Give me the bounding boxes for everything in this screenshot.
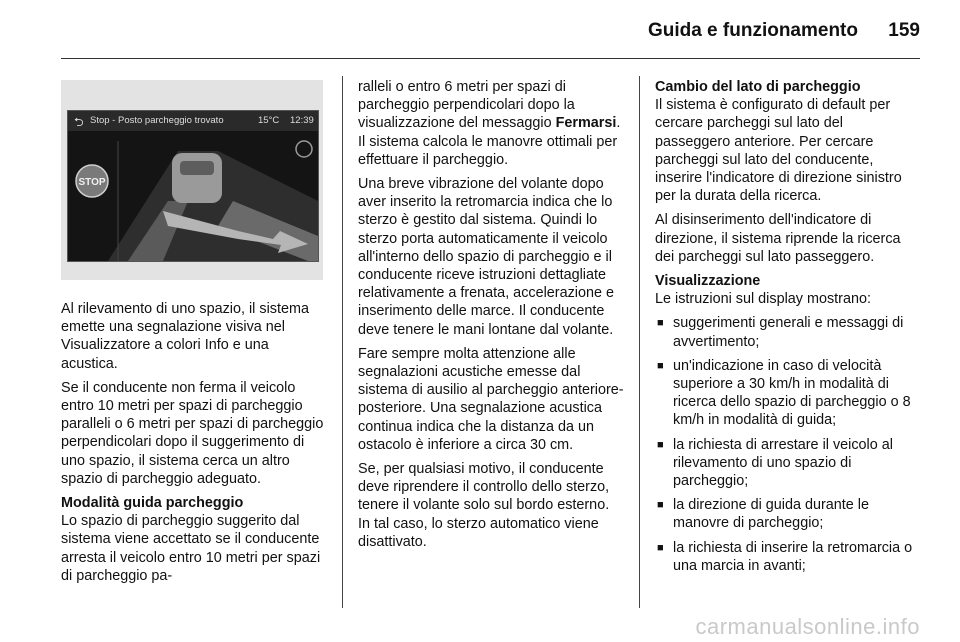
list-item-text: la richiesta di inserire la retromarcia o una marcia in avanti; [673, 539, 913, 574]
page-header [0, 0, 960, 60]
park-assist-figure [61, 80, 323, 280]
subheading-display: Visualizzazione [655, 273, 761, 290]
paragraph-text: . Il sistema calcola le manovre ottimali per effettuare il parcheggio. [358, 115, 621, 168]
text-column-3 [655, 78, 922, 581]
bullet-icon: ■ [657, 317, 664, 330]
text-column-1 [61, 300, 326, 591]
header-rule [61, 58, 920, 59]
list-item [655, 496, 922, 532]
subheading-parking-mode: Modalità guida parcheggio [61, 495, 244, 512]
watermark: carmanualsonline.info [695, 614, 920, 639]
list-item [655, 436, 922, 491]
paragraph: Al rilevamento di uno spazio, il sistema emette una segnalazione visiva nel Visualizzatore a colori Info e una acustica. [61, 301, 309, 372]
display-time: 12:39 [290, 115, 314, 126]
list-item [655, 539, 922, 575]
paragraph: Se il conducente non ferma il veicolo entro 10 metri per spazi di parcheggio paralleli o 6 metri per spazi di parcheggio perpendicolari dopo il suggerimento di uno spazio, il sistema cerca un altro spazio di parcheggio adeguato. [61, 379, 324, 487]
paragraph-text: ralleli o entro 6 metri per spazi di parcheggio perpendicolari dopo la visualizzazione del messaggio [358, 79, 575, 132]
display-status-title: Stop - Posto parcheggio trovato [90, 115, 224, 126]
paragraph: Le istruzioni sul display mostrano: [655, 291, 871, 308]
section-title: Guida e funzionamento [647, 20, 858, 41]
car-window-icon [180, 161, 214, 175]
paragraph [358, 78, 624, 169]
paragraph: Lo spazio di parcheggio suggerito dal sistema viene accettato se il conducente arresta il veicolo entro 10 metri per spazi di parcheggio pa- [61, 513, 321, 584]
page-number: 159 [888, 20, 920, 41]
paragraph: Fare sempre molta attenzione alle segnalazioni acustiche emesse dal sistema di ausilio al parcheggio anteriore-posteriore. Una segnalazione acustica continua indica che la distanza da un ostacolo è inferiore a circa 30 cm. [358, 345, 624, 453]
column-divider-1 [342, 76, 343, 608]
list-item [655, 314, 922, 350]
paragraph: Una breve vibrazione del volante dopo aver inserito la retromarcia indica che lo sterzo è gestito dal sistema. Quindi lo sterzo porta automaticamente il veicolo all'interno dello spazio di parcheggio e il conducente riceve istruzioni dettagliate relativamente a frenata, accelerazione e inserimento delle marce. Il conducente deve tenere le mani lontane dal volante. [358, 176, 614, 338]
column-divider-2 [639, 76, 640, 608]
bullet-icon: ■ [657, 541, 664, 554]
stop-sign-text: STOP [78, 177, 106, 188]
display-status-bar [68, 111, 318, 131]
list-item-text: un'indicazione in caso di velocità superiore a 30 km/h in modalità di ricerca dello spazio di parcheggio o 8 km/h in modalità di guida; [673, 357, 911, 429]
paragraph: Al disinserimento dell'indicatore di direzione, il sistema riprende la ricerca dei parcheggi sul lato passeggero. [655, 212, 901, 265]
subheading-side-change: Cambio del lato di parcheggio [655, 79, 861, 95]
message-fermarsi: Fermarsi [555, 115, 617, 132]
park-assist-icon [296, 141, 312, 157]
back-arrow-icon: ⮌ [74, 115, 84, 129]
paragraph: Se, per qualsiasi motivo, il conducente deve riprendere il controllo dello sterzo, tenere il volante solo sul bordo esterno. In tal caso, lo sterzo automatico viene disattivato. [358, 461, 610, 550]
list-item [655, 357, 922, 430]
list-item-text: la direzione di guida durante le manovre di parcheggio; [673, 497, 870, 532]
bullet-icon: ■ [657, 499, 664, 512]
list-item-text: la richiesta di arrestare il veicolo al rilevamento di uno spazio di parcheggio; [673, 436, 893, 490]
bullet-icon: ■ [657, 438, 664, 451]
text-column-2 [358, 78, 624, 557]
car-icon [172, 153, 222, 203]
info-display-screen [67, 110, 319, 262]
display-temperature: 15°C [258, 115, 280, 126]
paragraph: Il sistema è configurato di default per cercare parcheggi sul lato del passeggero anteriore. Per cercare parcheggi sul lato del conducente, inserire l'indicatore di direzione sinistro per la durata della ricerca. [655, 97, 902, 205]
list-item-text: suggerimenti generali e messaggi di avvertimento; [673, 315, 904, 350]
bullet-icon: ■ [657, 359, 664, 372]
parking-scene [68, 131, 318, 261]
